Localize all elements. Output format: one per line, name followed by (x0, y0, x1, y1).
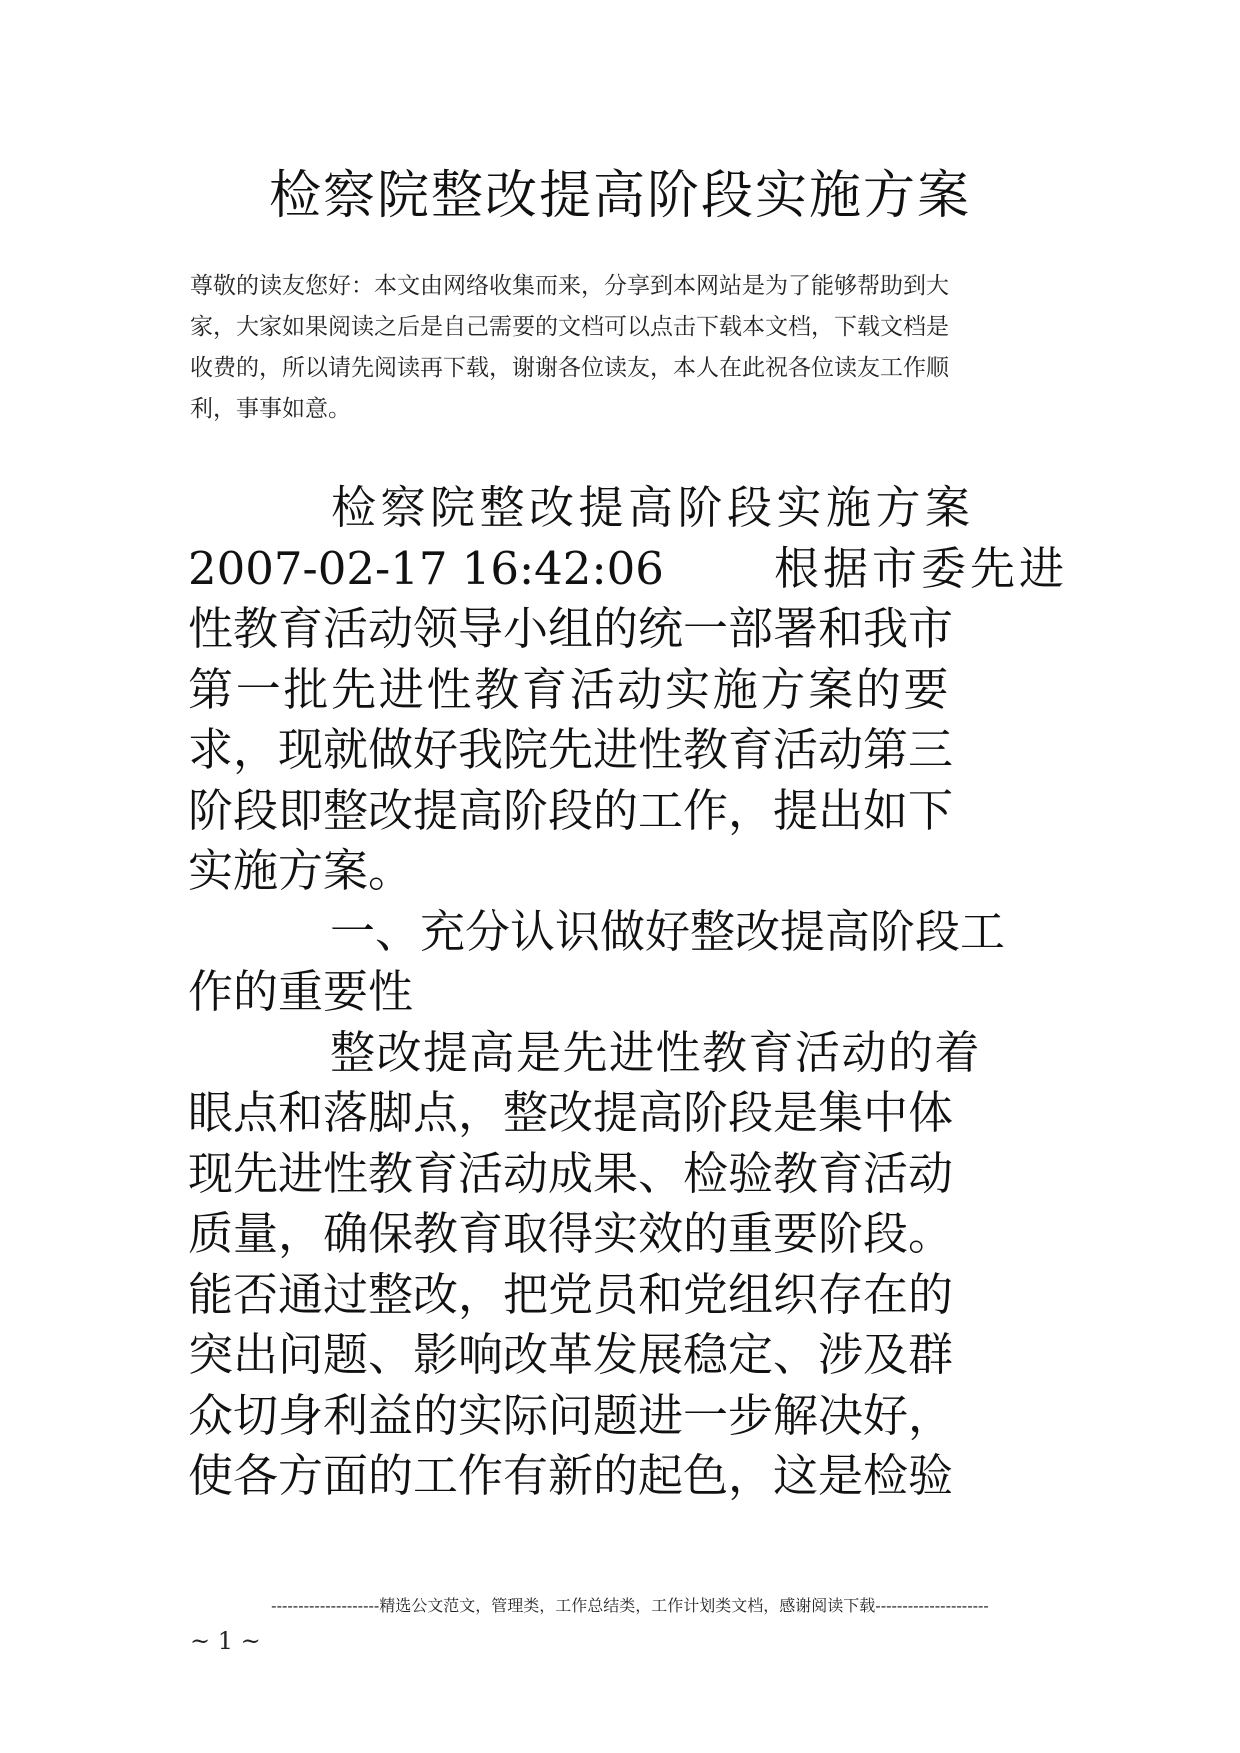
reader-notice (190, 266, 1070, 430)
body-text: 能否通过整改，把党员和党组织存在的 (188, 1267, 954, 1321)
body-heading-text: 检察院整改提高阶段实施方案 (331, 481, 975, 534)
notice-line: 家，大家如果阅读之后是自己需要的文档可以点击下载本文档，下载文档是 (190, 314, 949, 340)
body-text: 性教育活动领导小组的统一部署和我市 (188, 602, 954, 655)
body-text: 第一批先进性教育活动实施方案的要 (188, 662, 952, 716)
body-line (188, 1144, 1068, 1205)
body-text: 质量，确保教育取得实效的重要阶段。 (188, 1207, 954, 1260)
body-text: 使各方面的工作有新的起色，这是检验 (188, 1449, 954, 1502)
body-line (188, 478, 1068, 539)
body-text: 阶段即整改提高阶段的工作，提出如下 (188, 783, 954, 837)
page-number: ~ 1 ~ (190, 1627, 261, 1655)
body-line (188, 841, 1068, 902)
body-line (188, 1204, 1068, 1265)
body-text: 整改提高是先进性教育活动的着 (330, 1025, 982, 1079)
notice-line: 尊敬的读友您好：本文由网络收集而来，分享到本网站是为了能够帮助到大 (190, 273, 949, 299)
body-text: 突出问题、影响改革发展稳定、涉及群 (188, 1328, 954, 1381)
body-line (188, 1023, 1068, 1084)
page-footer: --------------------精选公文范文，管理类，工作总结类，工作计划类文档，感谢阅读下载--------------------- (271, 1596, 989, 1615)
body-line (188, 1265, 1068, 1326)
body-text: 眼点和落脚点，整改提高阶段是集中体 (188, 1086, 954, 1139)
body-line (188, 1325, 1068, 1386)
body-line (188, 599, 1068, 660)
body-line (188, 1446, 1068, 1507)
body-text: 求，现就做好我院先进性教育活动第三 (188, 723, 954, 776)
body-line (188, 902, 1068, 963)
document-title: 检察院整改提高阶段实施方案 (268, 166, 971, 226)
body-text: 根据市委先进 (773, 541, 1068, 595)
section-heading: 一、充分认识做好整改提高阶段工 (330, 904, 1006, 958)
body-text: 众切身利益的实际问题进一步解决好， (188, 1388, 954, 1442)
notice-line: 利，事事如意。 (190, 396, 351, 422)
section-heading: 作的重要性 (188, 965, 414, 1018)
timestamp: 2007-02-17 16:42:06 (188, 541, 664, 595)
body-line (188, 1083, 1068, 1144)
body-line (188, 720, 1068, 781)
body-line (188, 1386, 1068, 1447)
body-line (188, 660, 1068, 721)
body-line (188, 962, 1068, 1023)
document-body (188, 478, 1068, 1507)
body-text: 现先进性教育活动成果、检验教育活动 (188, 1146, 954, 1200)
notice-line: 收费的，所以请先阅读再下载，谢谢各位读友，本人在此祝各位读友工作顺 (190, 355, 949, 381)
body-text: 实施方案。 (188, 844, 414, 897)
body-line (188, 539, 1068, 600)
body-line (188, 781, 1068, 842)
